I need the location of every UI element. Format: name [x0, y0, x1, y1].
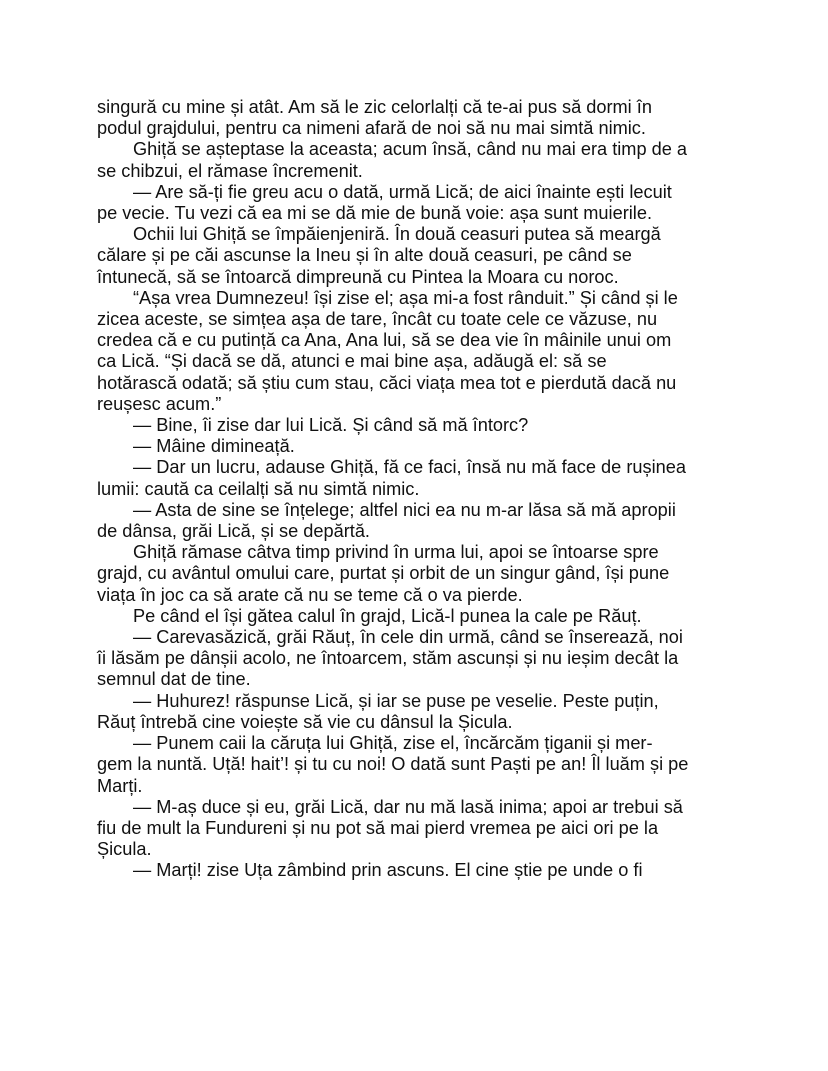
text-line: — Punem caii la căruța lui Ghiță, zise el, încărcăm țiganii și mer- [133, 733, 653, 754]
text-line: zicea aceste, se simțea așa de tare, încât cu toate cele ce văzuse, nu [97, 309, 658, 330]
text-line: îi lăsăm pe dânșii acolo, ne întoarcem, stăm ascunși și nu ieșim decât la [97, 648, 679, 669]
text-line: “Așa vrea Dumnezeu! își zise el; așa mi-a fost rânduit.” Și când și le [133, 287, 678, 308]
text-line: Marți. [97, 775, 143, 796]
text-line: gem la nuntă. Uță! hait’! și tu cu noi! O dată sunt Paști pe an! Îl luăm și pe [97, 754, 689, 775]
text-line: Răuț întrebă cine voiește să vie cu dânsul la Șicula. [97, 711, 513, 732]
text-line: singură cu mine și atât. Am să le zic celorlalți că te-ai pus să dormi în [97, 97, 652, 117]
text-line: — Huhurez! răspunse Lică, și iar se puse pe veselie. Peste puțin, [133, 690, 659, 711]
text-line: Ochii lui Ghiță se împăienjeniră. În două ceasuri putea să meargă [133, 224, 661, 245]
text-line: — Marți! zise Uța zâmbind prin ascuns. El cine știe pe unde o fi [133, 860, 643, 881]
text-line: — Carevasăzică, grăi Răuț, în cele din urmă, când se înserează, noi [133, 627, 683, 648]
text-line: Ghiță se așteptase la aceasta; acum însă, când nu mai era timp de a [133, 139, 688, 160]
text-line: reușesc acum.” [97, 393, 222, 414]
text-line: podul grajdului, pentru ca nimeni afară de noi să nu mai simtă nimic. [97, 118, 646, 139]
text-line: Ghiță rămase câtva timp privind în urma lui, apoi se întoarse spre [133, 542, 659, 563]
text-line: fiu de mult la Fundureni și nu pot să mai pierd vremea pe aici ori pe la [97, 817, 659, 838]
text-line: — Dar un lucru, adause Ghiță, fă ce faci, însă nu mă face de rușinea [133, 457, 686, 478]
text-line: întunecă, să se întoarcă dimpreună cu Pintea la Moara cu noroc. [97, 266, 619, 287]
text-line: hotărască odată; să știu cum stau, căci viața mea tot e pierdută dacă nu [97, 372, 677, 393]
text-line: viața în joc ca să arate că nu se teme că o va pierde. [97, 584, 523, 605]
text-line: pe vecie. Tu vezi că ea mi se dă mie de bună voie: așa sunt muierile. [97, 203, 653, 224]
text-line: lumii: caută ca ceilalți să nu simtă nimic. [97, 478, 420, 499]
text-line: grajd, cu avântul omului care, purtat și orbit de un singur gând, își pune [97, 563, 670, 584]
text-line: de dânsa, grăi Lică, și se depărtă. [97, 521, 370, 542]
document-page [97, 97, 737, 882]
text-line: semnul dat de tine. [97, 669, 251, 690]
text-line: — Are să-ți fie greu acu o dată, urmă Lică; de aici înainte ești lecuit [133, 181, 672, 202]
text-line: credea că e cu putință ca Ana, Ana lui, să se dea vie în mâinile unui om [97, 330, 672, 351]
text-line: — Mâine dimineață. [133, 436, 295, 457]
text-line: — Bine, îi zise dar lui Lică. Și când să mă întorc? [133, 415, 529, 436]
text-line: Șicula. [97, 839, 152, 860]
text-line: Pe când el își gătea calul în grajd, Lică-l punea la cale pe Răuț. [133, 605, 642, 626]
text-line: ca Lică. “Și dacă se dă, atunci e mai bine așa, adăugă el: să se [97, 351, 607, 372]
text-line: călare și pe căi ascunse la Ineu și în alte două ceasuri, pe când se [97, 245, 632, 266]
text-line: se chibzui, el rămase încremenit. [97, 160, 363, 181]
text-line: — Asta de sine se înțelege; altfel nici ea nu m-ar lăsa să mă apropii [133, 499, 676, 520]
text-line: — M-aș duce și eu, grăi Lică, dar nu mă lasă inima; apoi ar trebui să [133, 796, 683, 817]
